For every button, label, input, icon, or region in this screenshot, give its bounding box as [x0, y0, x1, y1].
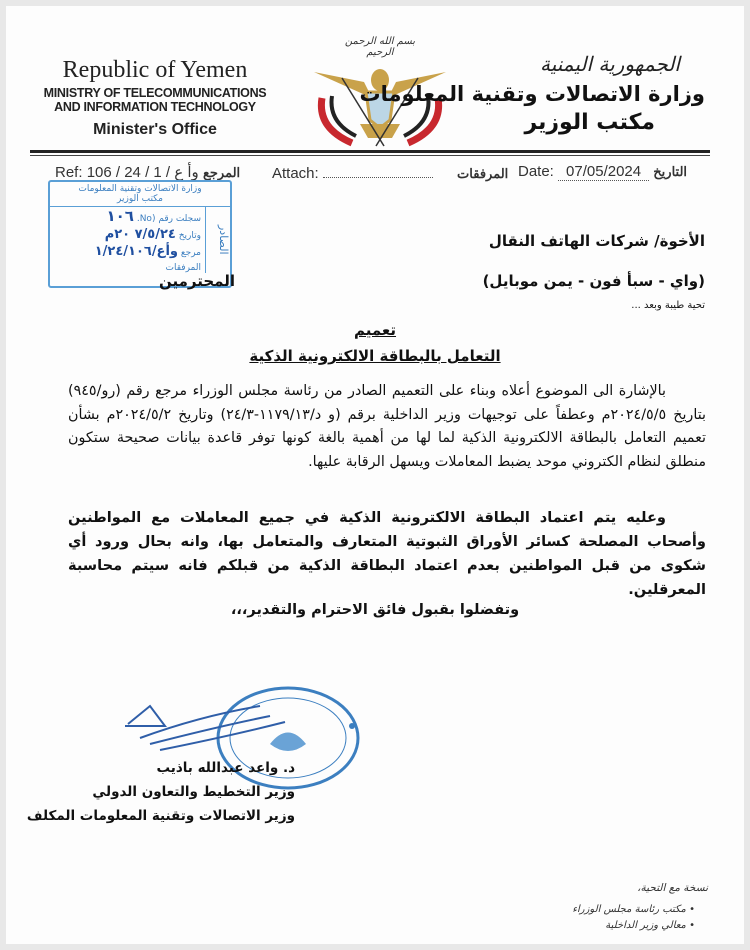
closing-line: وتفضلوا بقبول فائق الاحترام والتقدير،،، — [230, 602, 520, 618]
attach-label-ar: المرفقات — [457, 166, 509, 181]
arabic-ministry-name: وزارة الاتصالات وتقنية المعلومات — [359, 82, 705, 106]
basmala: بسم الله الرحمن الرحيم — [344, 36, 416, 58]
date-label-en: Date: — [518, 163, 554, 180]
body-paragraph-2: وعليه يتم اعتماد البطاقة الالكترونية الذكية في جميع المعاملات مع المواطنين وأصحاب المصلحة كسائر الأوراق الثبوتية المتعارف والمتعامل بها، وانه بحال ورود أي شكوى من قبل المواطنين بعدم اعتماد البطاقة الذكية من قبلكم فانه سيتم محاسبة المعرقلين. — [68, 509, 706, 598]
stamp-office: مكتب الوزير — [117, 194, 163, 204]
greeting: تحية طيبة وبعد ... — [631, 300, 705, 311]
stamp-ref-label: مرجع — [180, 248, 201, 258]
stamp-side-label: الصادر — [205, 207, 230, 273]
stamp-no-label: سجلت رقم (No. — [136, 214, 201, 224]
attach-label-en: Attach: — [272, 165, 319, 182]
signatory-title-1: وزير التخطيط والتعاون الدولي — [92, 784, 295, 800]
stamp-date-label: وتاريخ — [178, 231, 201, 241]
body-paragraph-1: بالإشارة الى الموضوع أعلاه وبناء على التعميم الصادر من رئاسة مجلس الوزراء مرجع رقم (رو/٩٤٥) بتاريخ ٢٠٢٤/٥/٥م وعطفاً على توجيهات وزير الداخلية برقم (و د/١١٧٩/١٣-٢٤/٣) وتاريخ ٢٠٢٤/٥/٢م بشأن تعميم التعامل بالبطاقة الالكترونية الذكية لما لها من أهمية بالغة كونها توفر قاعدة بيانات صحيحة ستكون منطلق لنظام الكتروني موحد يضبط المعاملات ويسهل الرقابة عليها. — [68, 383, 706, 470]
date-field — [518, 163, 687, 181]
date-label-ar: التاريخ — [653, 164, 688, 179]
english-ministry-line-2: AND INFORMATION TECHNOLOGY — [54, 100, 256, 114]
date-value: 07/05/2024 — [558, 163, 649, 181]
signatory-title-2: وزير الاتصالات وتقنية المعلومات المكلف — [26, 808, 295, 824]
english-country-name: Republic of Yemen — [62, 57, 248, 83]
header-divider — [30, 150, 710, 153]
ministry-seal-and-signature — [120, 686, 370, 796]
signatory-name: د. واعد عبدالله باذيب — [156, 760, 295, 776]
copies-item: • معالي وزير الداخلية — [605, 920, 695, 931]
stamp-attach-label: المرفقات — [165, 263, 201, 273]
arabic-country-name: الجمهورية اليمنية — [539, 52, 680, 76]
subject-heading: تعميم — [353, 321, 397, 339]
english-ministry-line-1: MINISTRY OF TELECOMMUNICATIONS — [43, 86, 267, 100]
copies-label: نسخة مع التحية، — [637, 882, 708, 894]
recipient-line-1: الأخوة/ شركات الهاتف النقال — [488, 232, 705, 250]
recipient-honorific: المحترمين — [158, 272, 235, 290]
ref-label-ar: المرجع — [202, 165, 241, 180]
stamp-date-value: ٧/٥/٢٤ ٢٠م — [104, 227, 176, 242]
attachments-field — [272, 163, 508, 182]
copies-item: • مكتب رئاسة مجلس الوزراء — [572, 904, 695, 915]
arabic-office-name: مكتب الوزير — [524, 110, 655, 135]
ref-value: 106 / 24 / 1 / وأ ع — [86, 164, 199, 181]
english-office-name: Minister's Office — [93, 121, 217, 138]
recipient-line-2: (واي - سبأ فون - يمن موبايل) — [482, 272, 705, 290]
copies-item-text: مكتب رئاسة مجلس الوزراء — [572, 904, 686, 915]
stamp-no-value: ١٠٦ — [106, 207, 134, 225]
stamp-org: وزارة الاتصالات وتقنية المعلومات — [78, 184, 202, 194]
subject-title: التعامل بالبطاقة الالكترونية الذكية — [249, 347, 501, 365]
ref-label-en: Ref: — [55, 164, 83, 181]
copies-item-text: معالي وزير الداخلية — [605, 920, 686, 931]
header-divider-thin — [30, 155, 710, 156]
stamp-ref-value: وأع/١/٢٤/١٠٦ — [94, 244, 178, 259]
